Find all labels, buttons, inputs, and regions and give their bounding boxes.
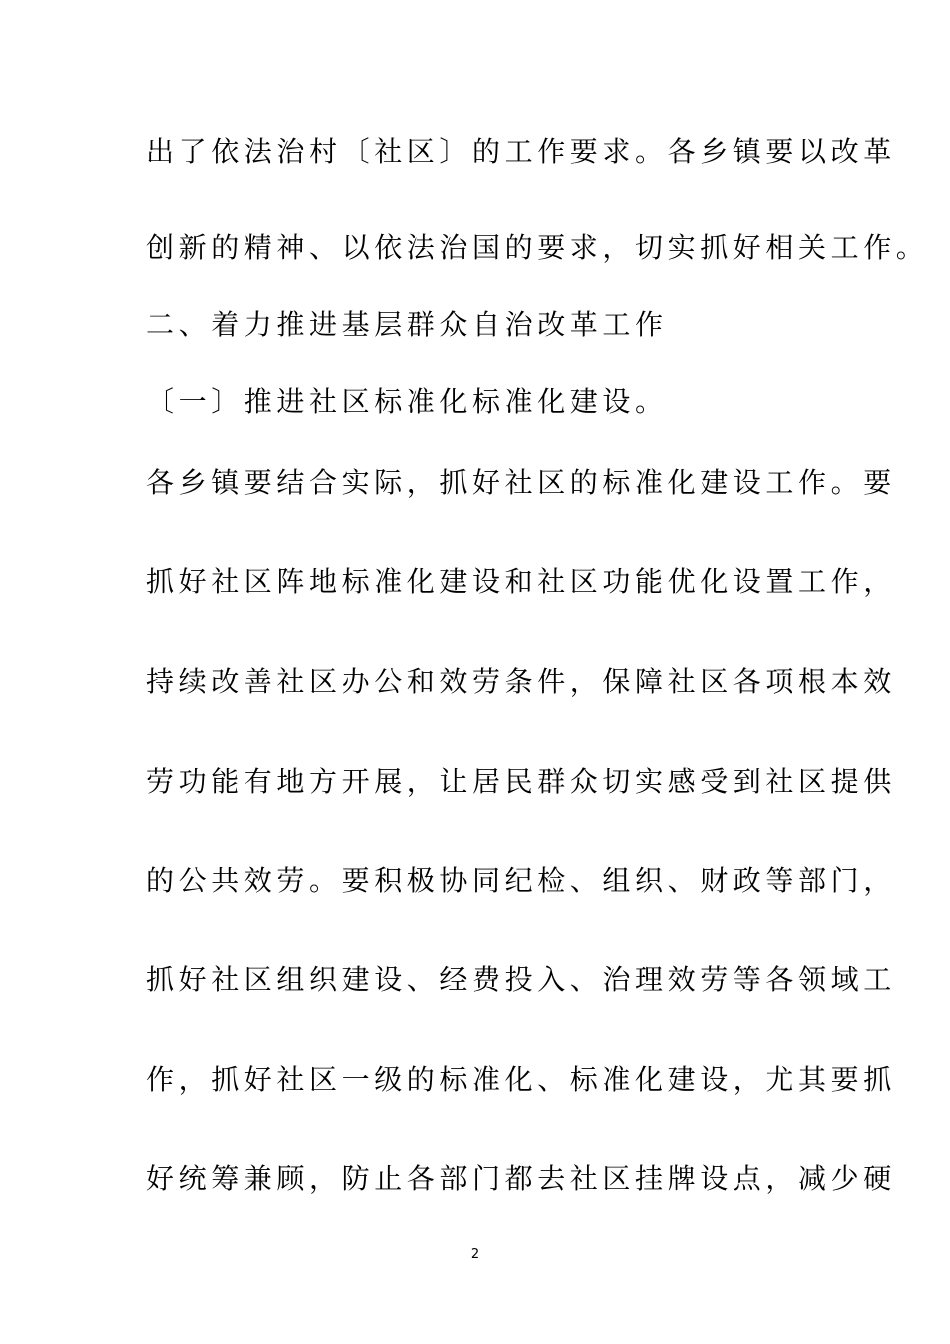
body-text-line: 抓好社区阵地标准化建设和社区功能优化设置工作， bbox=[146, 565, 896, 598]
body-text-line: 的公共效劳。要积极协同纪检、组织、财政等部门， bbox=[146, 864, 896, 897]
body-text-line: 好统筹兼顾，防止各部门都去社区挂牌设点，减少硬 bbox=[146, 1162, 896, 1195]
body-text-line: 出了依法治村〔社区〕的工作要求。各乡镇要以改革 bbox=[146, 135, 896, 168]
section-heading: 二、着力推进基层群众自治改革工作 bbox=[146, 308, 668, 341]
body-text-line: 持续改善社区办公和效劳条件，保障社区各项根本效 bbox=[146, 665, 896, 698]
body-text-line: 作，抓好社区一级的标准化、标准化建设，尤其要抓 bbox=[146, 1063, 896, 1096]
body-text-line: 劳功能有地方开展，让居民群众切实感受到社区提供 bbox=[146, 765, 896, 798]
page-number: 2 bbox=[470, 1247, 480, 1262]
body-text-line: 抓好社区组织建设、经费投入、治理效劳等各领域工 bbox=[146, 963, 896, 996]
subsection-heading: 〔一〕推进社区标准化标准化建设。 bbox=[146, 385, 668, 418]
body-text-line: 创新的精神、以依法治国的要求，切实抓好相关工作。 bbox=[146, 231, 929, 264]
body-text-line: 各乡镇要结合实际，抓好社区的标准化建设工作。要 bbox=[146, 466, 896, 499]
